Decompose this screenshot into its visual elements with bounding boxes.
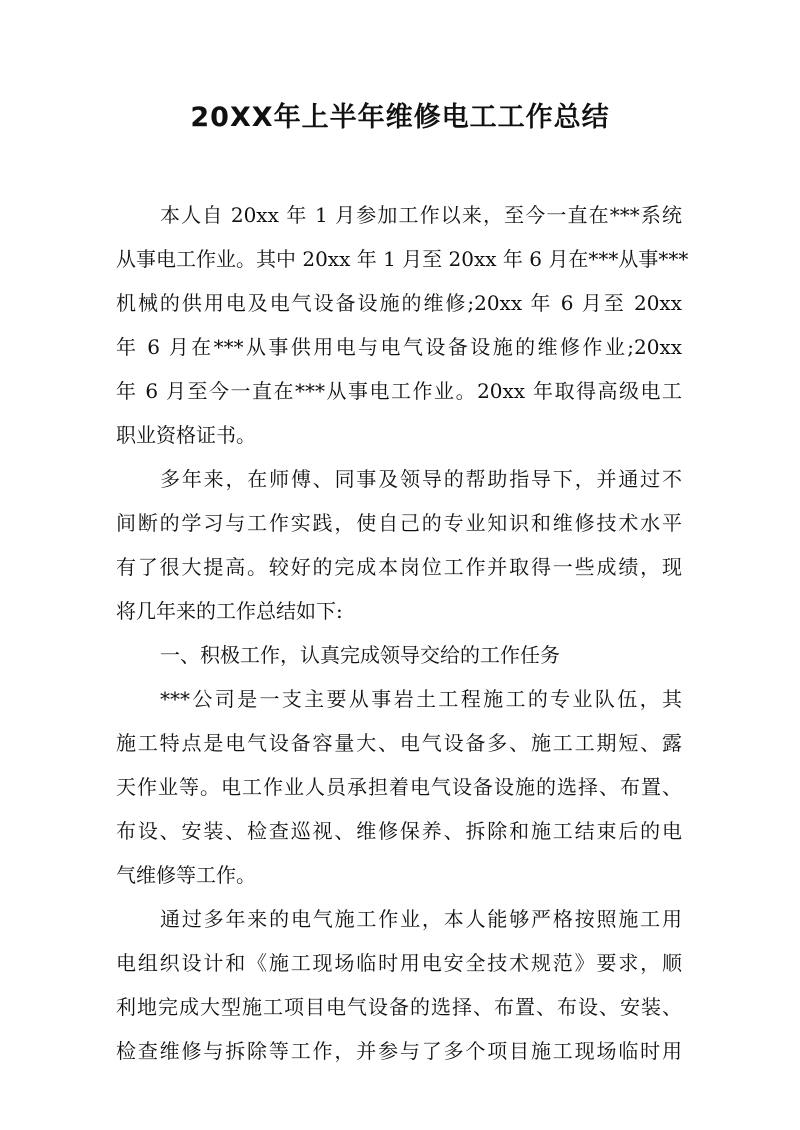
paragraph-1-line-2: 从事电工作业。其中 20xx 年 1 月至 20xx 年 6 月在***从事*** <box>116 247 689 271</box>
paragraph-1-line-5: 年 6 月至今一直在***从事电工作业。20xx 年取得高级电工 <box>116 379 682 403</box>
paragraph-4-line-4: 检查维修与拆除等工作，并参与了多个项目施工现场临时用 <box>116 1039 682 1063</box>
paragraph-2-line-1: 多年来，在师傅、同事及领导的帮助指导下，并通过不 <box>160 467 682 491</box>
paragraph-1-line-4: 年 6 月在***从事供用电与电气设备设施的维修作业;20xx <box>116 335 682 359</box>
section-heading-1: 一、积极工作，认真完成领导交给的工作任务 <box>160 643 560 667</box>
paragraph-1-line-3: 机械的供用电及电气设备设施的维修;20xx 年 6 月至 20xx <box>116 291 682 315</box>
paragraph-1-line-6: 职业资格证书。 <box>116 423 256 447</box>
paragraph-1-line-1: 本人自 20xx 年 1 月参加工作以来，至今一直在***系统 <box>160 203 682 227</box>
paragraph-3-line-3: 天作业等。电工作业人员承担着电气设备设施的选择、布置、 <box>116 775 682 799</box>
document-title: 20XX年上半年维修电工工作总结 <box>190 102 610 133</box>
paragraph-3-line-5: 气维修等工作。 <box>116 863 256 887</box>
paragraph-4-line-1: 通过多年来的电气施工作业，本人能够严格按照施工用 <box>160 907 682 931</box>
paragraph-4-line-3: 利地完成大型施工项目电气设备的选择、布置、布设、安装、 <box>116 995 682 1019</box>
paragraph-2-line-4: 将几年来的工作总结如下: <box>116 599 343 623</box>
paragraph-3-line-1: ***公司是一支主要从事岩土工程施工的专业队伍，其 <box>160 687 682 711</box>
paragraph-3-line-4: 布设、安装、检查巡视、维修保养、拆除和施工结束后的电 <box>116 819 682 843</box>
paragraph-2-line-2: 间断的学习与工作实践，使自己的专业知识和维修技术水平 <box>116 511 682 535</box>
paragraph-2-line-3: 有了很大提高。较好的完成本岗位工作并取得一些成绩，现 <box>116 555 682 579</box>
paragraph-4-line-2: 电组织设计和《施工现场临时用电安全技术规范》要求，顺 <box>116 951 682 975</box>
paragraph-3-line-2: 施工特点是电气设备容量大、电气设备多、施工工期短、露 <box>116 731 682 755</box>
